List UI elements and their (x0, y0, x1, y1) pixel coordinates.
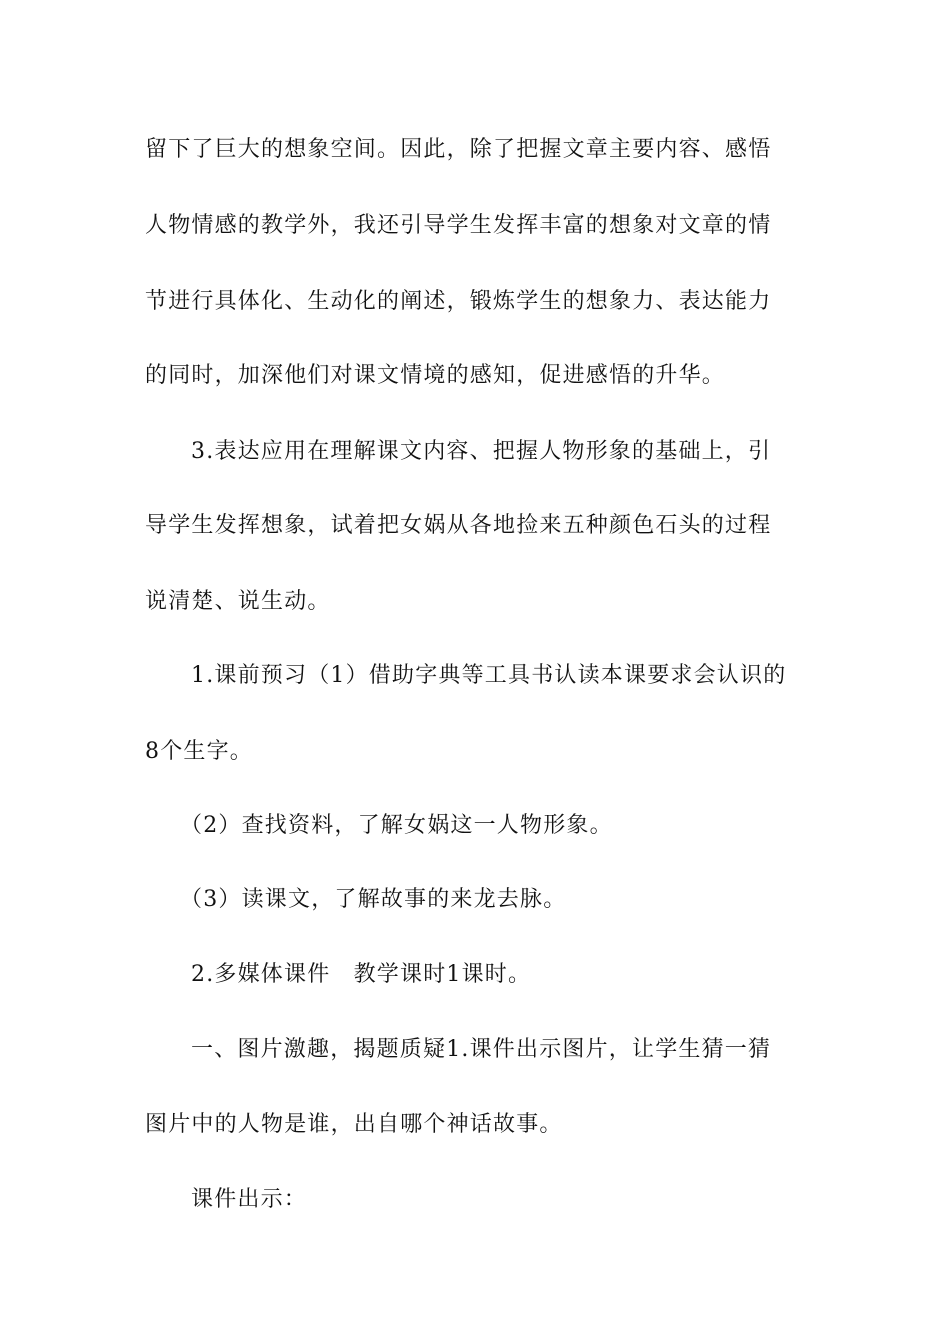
text-line: 2.多媒体课件 教学课时1课时。 (191, 962, 532, 987)
text-line: 1.课前预习（1）借助字典等工具书认读本课要求会认识的 (191, 663, 787, 688)
text-line: （2）查找资料，了解女娲这一人物形象。 (180, 813, 613, 838)
text-line: 3.表达应用在理解课文内容、把握人物形象的基础上，引 (191, 439, 772, 464)
text-line: （3）读课文，了解故事的来龙去脉。 (180, 887, 567, 912)
text-line: 课件出示： (191, 1187, 308, 1212)
text-line: 人物情感的教学外，我还引导学生发挥丰富的想象对文章的情 (145, 213, 772, 238)
text-line: 一、图片激趣，揭题质疑1.课件出示图片，让学生猜一猜 (191, 1037, 772, 1062)
text-line: 导学生发挥想象，试着把女娲从各地捡来五种颜色石头的过程 (145, 513, 772, 538)
text-line: 节进行具体化、生动化的阐述，锻炼学生的想象力、表达能力 (145, 289, 772, 314)
text-line: 8个生字。 (145, 739, 253, 764)
text-line: 图片中的人物是谁，出自哪个神话故事。 (145, 1112, 563, 1137)
text-line: 留下了巨大的想象空间。因此，除了把握文章主要内容、感悟 (145, 137, 772, 162)
text-line: 说清楚、说生动。 (145, 589, 331, 614)
text-line: 的同时，加深他们对课文情境的感知，促进感悟的升华。 (145, 363, 726, 388)
